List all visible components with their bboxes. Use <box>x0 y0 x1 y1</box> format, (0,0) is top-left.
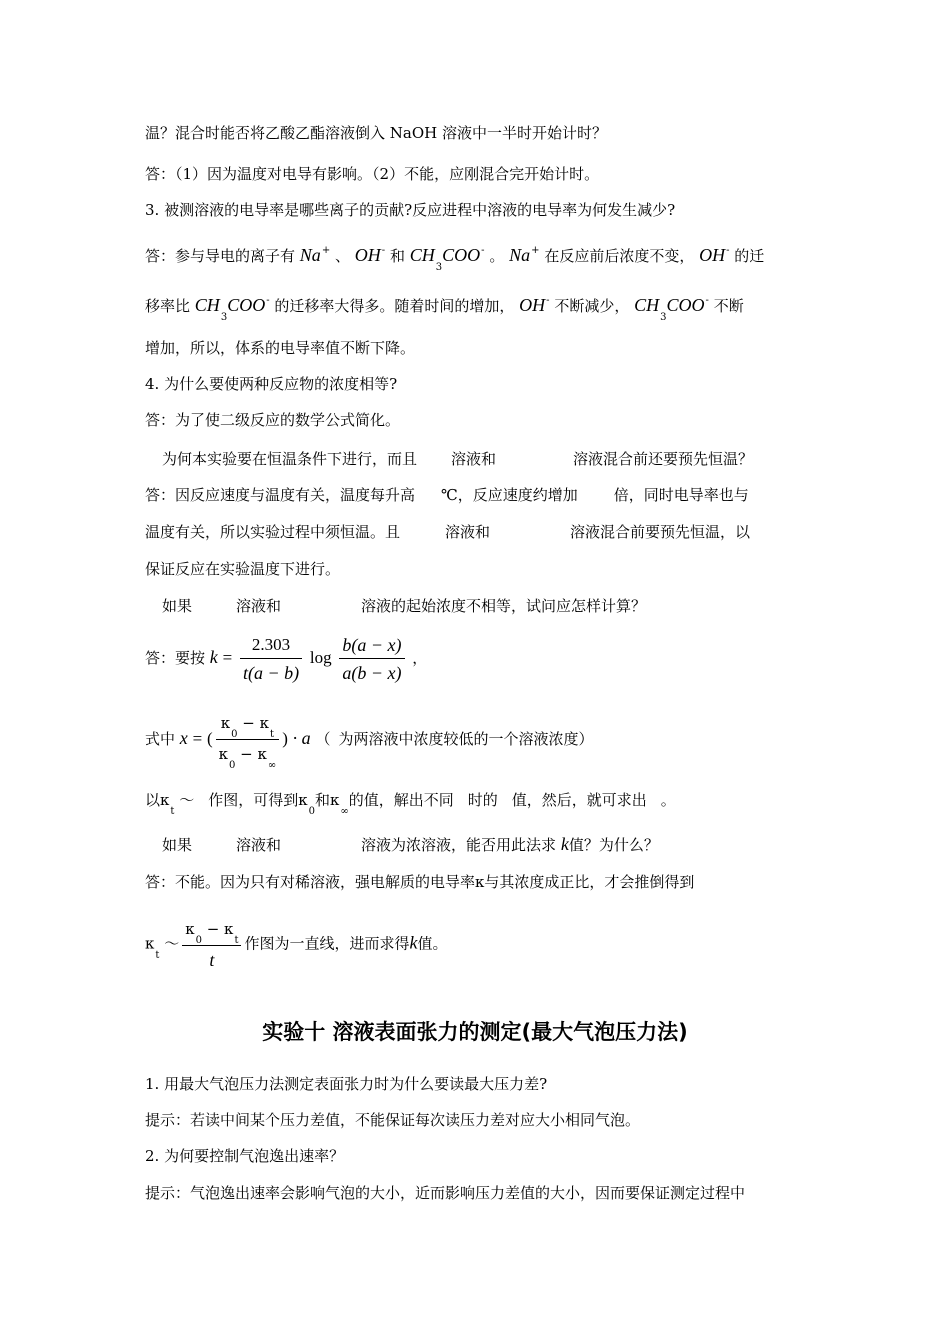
text: 与其浓度成正比，才会推倒得到 <box>484 873 695 891</box>
paren: ) <box>282 729 288 748</box>
answer-3-line-1 <box>145 241 765 273</box>
answer-7-line-1 <box>145 872 694 892</box>
fraction <box>182 918 241 971</box>
text: 如果 <box>162 597 193 615</box>
subscript: 3 <box>220 312 228 323</box>
answer-5-line-1 <box>145 485 749 505</box>
text: 的迁移率大得多。随着时间的增加， <box>274 297 515 315</box>
text: 答：要按 <box>145 649 206 667</box>
math-eq: = <box>192 729 203 748</box>
question-5 <box>162 449 753 469</box>
math-ch: CH <box>194 295 220 315</box>
text: 。 <box>489 247 505 265</box>
text: 答：因反应速度与温度有关，温度每升高 <box>145 486 416 504</box>
paren: ( <box>206 729 213 748</box>
math-x: x <box>179 728 188 748</box>
math-log: log <box>309 648 332 667</box>
text: 溶液混合前还要预先恒温？ <box>573 450 754 468</box>
text: 不断 <box>713 297 744 315</box>
question-7 <box>162 834 659 855</box>
answer-5-line-2 <box>145 522 750 542</box>
math-eq: = <box>222 648 233 667</box>
text: ～ <box>179 791 195 809</box>
text: 温度有关，所以实验过程中须恒温。且 <box>145 523 401 541</box>
question-4: 4. 为什么要使两种反应物的浓度相等? <box>145 375 398 393</box>
text: 的值，解出不同 <box>348 791 454 809</box>
text: 时的 <box>467 791 498 809</box>
charge: - <box>546 295 550 306</box>
text: 如果 <box>162 836 193 854</box>
charge: + <box>531 245 540 256</box>
text: 。 <box>660 791 676 809</box>
subscript: t <box>234 935 239 946</box>
numerator <box>182 918 241 946</box>
text: 值。 <box>417 934 448 953</box>
text: 溶液和 <box>236 597 282 615</box>
math-oh: OH <box>354 245 381 265</box>
kappa: κ <box>330 791 340 809</box>
kappa: κ <box>298 791 308 809</box>
text: 答：参与导电的离子有 <box>145 247 296 265</box>
question-1: 1. 用最大气泡压力法测定表面张力时为什么要读最大压力差? <box>145 1075 548 1093</box>
minus-kappa: − κ <box>235 745 267 763</box>
math-na: Na <box>509 245 531 265</box>
fraction <box>240 634 302 684</box>
subscript: 3 <box>435 262 443 273</box>
math-coo: COO <box>227 295 266 315</box>
text: 溶液为浓溶液，能否用此法求 <box>361 836 557 854</box>
charge: - <box>726 245 730 256</box>
math-ch: CH <box>409 245 435 265</box>
answer-4: 答：为了使二级反应的数学公式简化。 <box>145 411 401 429</box>
text: 溶液的起始浓度不相等，试问应怎样计算？ <box>361 597 647 615</box>
denominator: t(a − b) <box>242 663 300 683</box>
subscript: t <box>155 949 160 961</box>
charge: - <box>266 295 270 306</box>
text: 在反应前后浓度不变， <box>544 247 695 265</box>
charge: - <box>705 295 709 306</box>
numerator: b(a − x) <box>339 634 404 659</box>
text: （ <box>315 730 331 748</box>
math-oh: OH <box>699 245 726 265</box>
math-k: k <box>560 834 569 854</box>
numerator: 2.303 <box>240 634 302 659</box>
text: 值，然后，就可求出 <box>511 791 647 809</box>
text: 作图为一直线，进而求得 <box>244 934 410 953</box>
text: 为何本实验要在恒温条件下进行，而且 <box>162 450 418 468</box>
answer-6-formula <box>145 634 427 684</box>
text: 的迁 <box>734 247 765 265</box>
text-line: 保证反应在实验温度下进行。 <box>145 560 341 578</box>
x-definition <box>145 712 594 771</box>
subscript: 0 <box>308 806 315 817</box>
question-3: 3. 被测溶液的电导率是哪些离子的贡献?反应进程中溶液的电导率为何发生减少? <box>145 201 676 219</box>
text: ， <box>412 649 428 667</box>
text: ℃，反应速度约增加 <box>441 486 578 504</box>
text-line: 增加，所以，体系的电导率值不断下降。 <box>145 339 416 357</box>
math-ch: CH <box>634 295 660 315</box>
text: 为两溶液中浓度较低的一个溶液浓度） <box>338 730 594 748</box>
text: 不断减少， <box>554 297 630 315</box>
text: 倍，同时电导率也与 <box>613 486 749 504</box>
math-dot-a: · a <box>292 728 311 748</box>
answer-3-line-2 <box>145 291 744 323</box>
denominator <box>216 740 280 771</box>
text: 、 <box>334 247 350 265</box>
kappa: κ <box>220 714 231 732</box>
subscript: t <box>270 729 275 740</box>
text-line: 温？混合时能否将乙酸乙酯溶液倒入 NaOH 溶液中一半时开始计时？ <box>145 124 607 142</box>
charge: - <box>481 245 485 256</box>
text: 值？为什么？ <box>568 836 659 854</box>
math-na: Na <box>299 245 321 265</box>
question-2: 2. 为何要控制气泡逸出速率？ <box>145 1147 345 1165</box>
hint-1: 提示：若读中间某个压力差值，不能保证每次读压力差对应大小相同气泡。 <box>145 1111 641 1129</box>
denominator: a(b − x) <box>342 663 402 683</box>
text-line: 答：（1）因为温度对电导有影响。（2）不能，应刚混合完开始计时。 <box>145 165 600 183</box>
numerator <box>216 712 280 740</box>
subscript: 0 <box>231 729 238 740</box>
text: 以 <box>145 791 161 809</box>
text: 式中 <box>145 730 176 748</box>
subscript: t <box>170 806 175 817</box>
minus-kappa: − κ <box>201 920 234 938</box>
math-coo: COO <box>666 295 705 315</box>
question-6 <box>162 596 646 616</box>
kappa: κ <box>218 745 228 763</box>
fraction <box>339 634 404 684</box>
fraction <box>216 712 280 771</box>
kappa: κ <box>145 934 155 953</box>
hint-2: 提示：气泡逸出速率会影响气泡的大小，近而影响压力差值的大小，因而要保证测定过程中 <box>145 1184 746 1202</box>
subscript: 0 <box>195 935 202 946</box>
text: 溶液和 <box>445 523 491 541</box>
text: ～ <box>164 934 180 953</box>
math-k: k <box>209 647 218 667</box>
minus-kappa: − κ <box>237 714 270 732</box>
text: 溶液混合前要预先恒温，以 <box>570 523 751 541</box>
answer-7-line-2 <box>145 918 448 971</box>
plot-instruction <box>145 790 676 817</box>
text: 溶液和 <box>236 836 282 854</box>
math-oh: OH <box>519 295 546 315</box>
text: 作图，可得到 <box>208 791 299 809</box>
kappa: κ <box>475 873 485 891</box>
text: 和 <box>389 247 405 265</box>
text: 答：不能。因为只有对稀溶液，强电解质的电导率 <box>145 873 476 891</box>
denominator: t <box>209 950 215 970</box>
subscript: 3 <box>660 312 667 323</box>
text: 溶液和 <box>451 450 497 468</box>
text: 移率比 <box>145 297 191 315</box>
text: 和 <box>314 791 330 809</box>
math-coo: COO <box>442 245 481 265</box>
subscript: 0 <box>229 760 236 771</box>
kappa: κ <box>185 920 195 938</box>
subscript: ∞ <box>267 760 277 771</box>
subscript: ∞ <box>340 806 349 817</box>
kappa: κ <box>160 791 170 809</box>
section-title: 实验十 溶液表面张力的测定(最大气泡压力法) <box>262 1020 688 1044</box>
charge: - <box>381 245 386 256</box>
charge: + <box>321 245 331 256</box>
math-k: k <box>409 932 418 953</box>
